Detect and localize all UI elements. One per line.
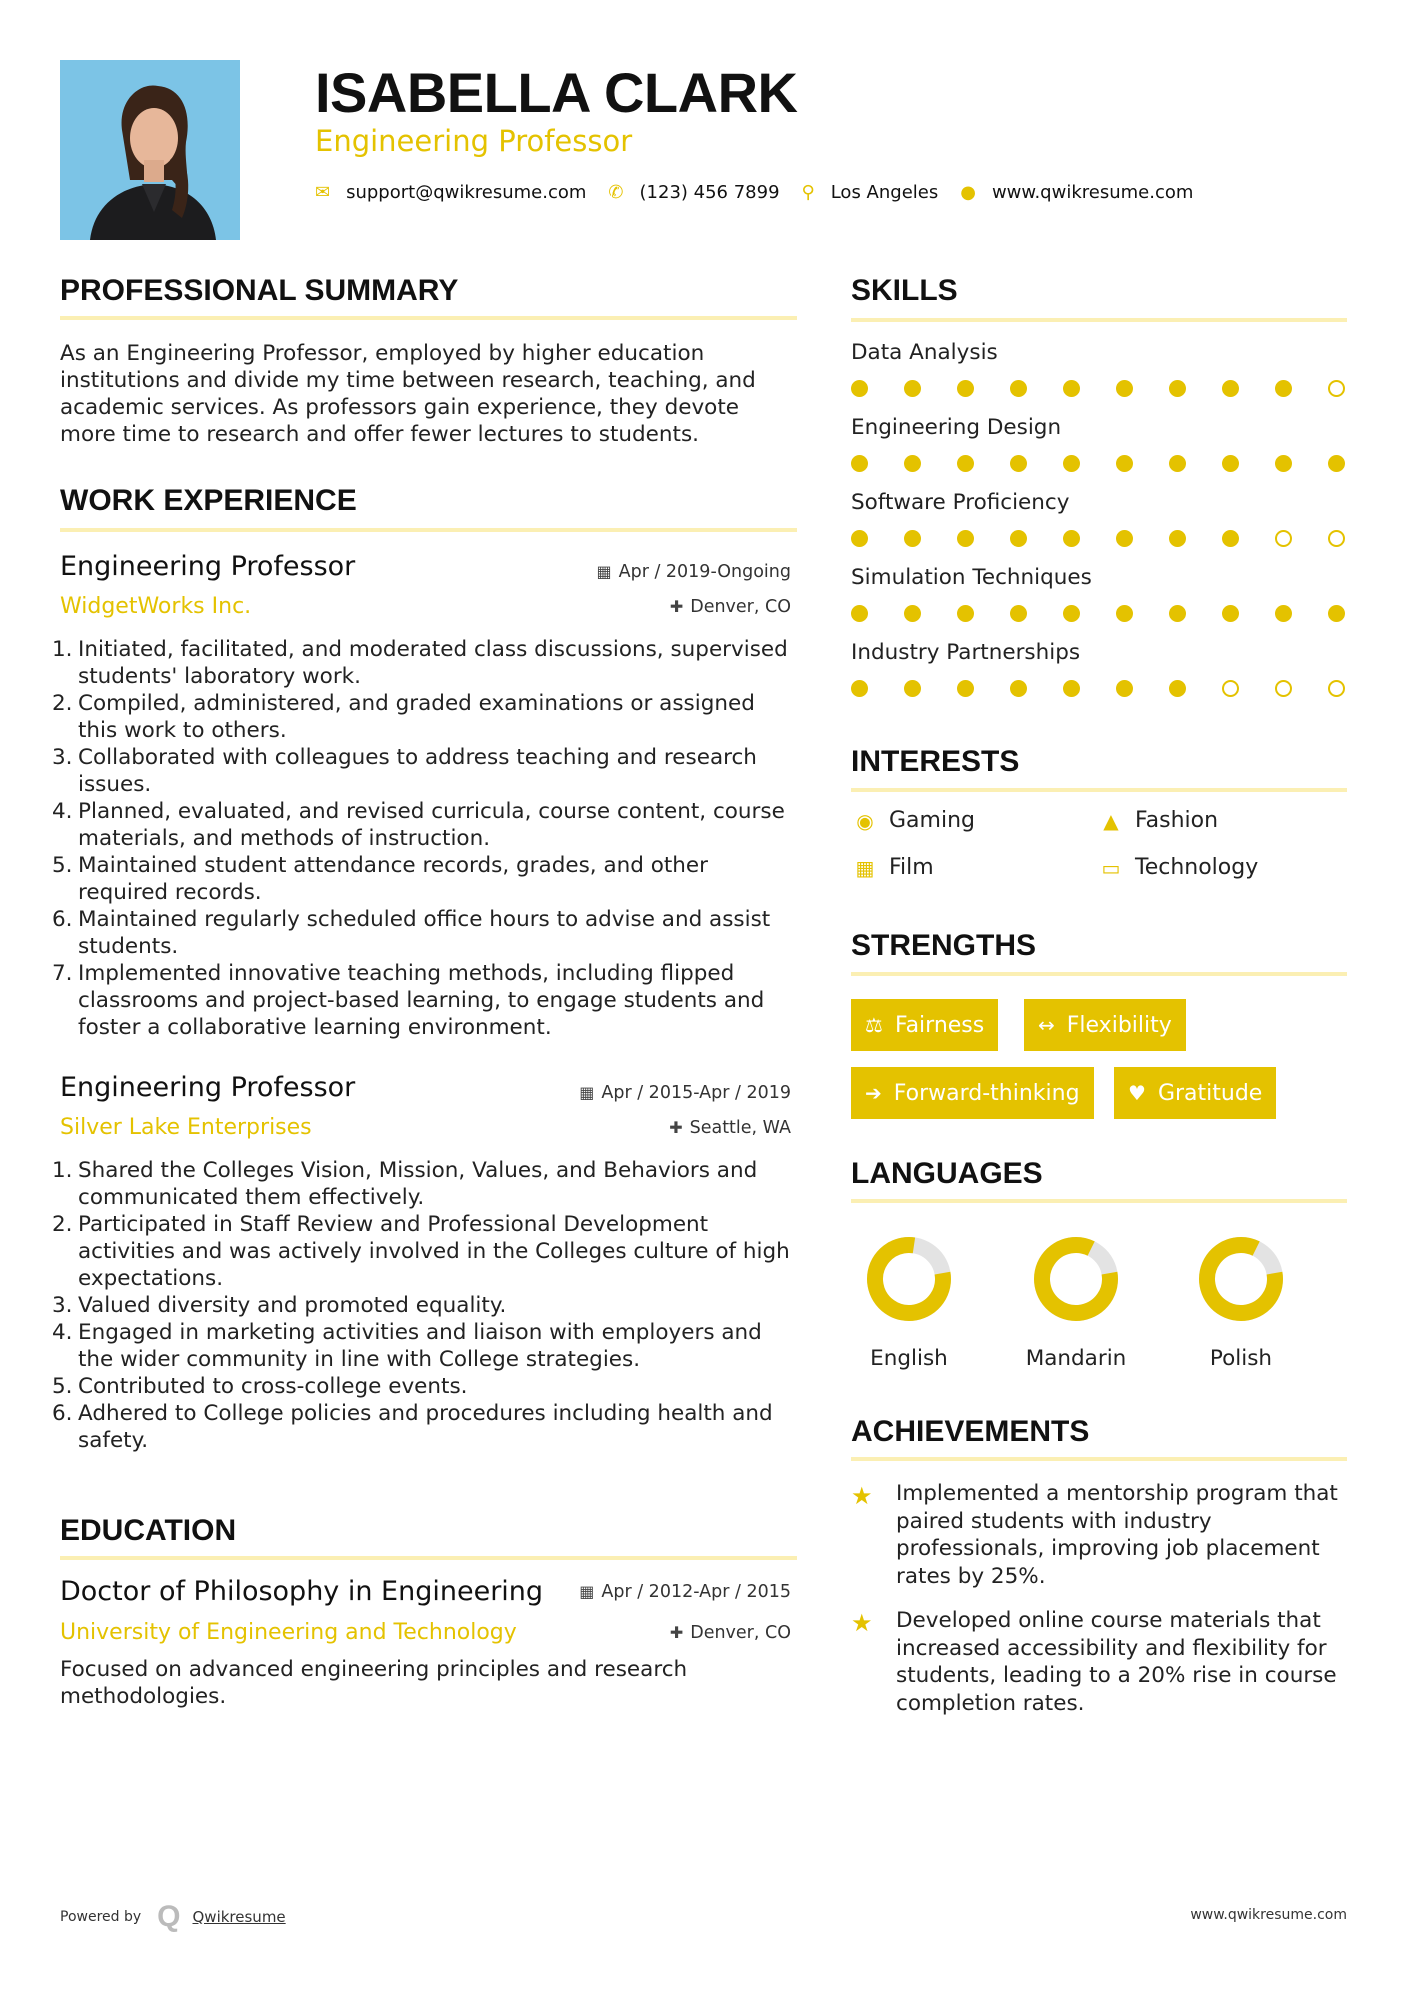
interest-item: ◉ Gaming <box>851 808 975 833</box>
rating-dot-filled <box>1169 680 1186 697</box>
job-title: Engineering Professor <box>60 1072 356 1103</box>
interests-heading: INTERESTS <box>851 745 1020 778</box>
list-item: 6. Maintained regularly scheduled office hours to advise and assist students. <box>52 907 771 959</box>
education-date-text: Apr / 2012-Apr / 2015 <box>601 1582 791 1602</box>
rating-dot-filled <box>1063 455 1080 472</box>
rating-dot-empty <box>1275 530 1292 547</box>
language-name: English <box>870 1346 948 1371</box>
achievements-heading: ACHIEVEMENTS <box>851 1415 1090 1448</box>
contact-email[interactable]: support@qwikresume.com <box>346 181 587 203</box>
summary-divider <box>60 316 797 320</box>
rating-dot-filled <box>1169 455 1186 472</box>
rating-dot-filled <box>1116 455 1133 472</box>
calendar-icon: ▦ <box>579 1582 595 1601</box>
candidate-title: Engineering Professor <box>315 124 633 158</box>
candidate-name: ISABELLA CLARK <box>315 61 798 124</box>
list-item: 5. Maintained student attendance records, grades, and other required records. <box>52 853 708 905</box>
job-location <box>670 597 791 617</box>
list-item: 4. Engaged in marketing activities and liaison with employers and the wider community in line with College strategies. <box>52 1320 762 1372</box>
brand-link[interactable]: Qwikresume <box>192 1908 286 1926</box>
interests-divider <box>851 788 1347 792</box>
list-item: 1. Shared the Colleges Vision, Mission, Values, and Behaviors and communicated them effectively. <box>52 1158 758 1210</box>
job-bullets <box>52 1157 797 1454</box>
rating-dot-filled <box>1222 605 1239 622</box>
rating-dot-filled <box>1010 380 1027 397</box>
footer-powered-by <box>60 1900 286 1934</box>
shopping-bag-icon: ▲ <box>1103 808 1119 833</box>
strength-badge: ⚖ Fairness <box>851 999 998 1051</box>
achievement-text: Developed online course materials that increased accessibility and flexibility for students, leading to a 20% rise in course completion rates. <box>896 1608 1337 1716</box>
profile-photo <box>60 60 240 240</box>
phone-icon: ✆ <box>608 181 624 203</box>
pushpin-icon: ✚ <box>669 1623 684 1642</box>
skill-rating <box>851 455 1347 475</box>
education-location <box>670 1623 791 1643</box>
job-location-text: Denver, CO <box>690 597 791 617</box>
calendar-icon: ▦ <box>596 562 612 581</box>
rating-dot-filled <box>1222 380 1239 397</box>
arrows-horizontal-icon: ↔ <box>1038 1013 1055 1037</box>
language-donut <box>1196 1234 1286 1324</box>
achievements-divider <box>851 1457 1347 1461</box>
list-item: 4. Planned, evaluated, and revised curricula, course content, course materials, and methods of instruction. <box>52 799 785 851</box>
rating-dot-filled <box>957 605 974 622</box>
education-location-text: Denver, CO <box>690 1623 791 1643</box>
skill-name: Simulation Techniques <box>851 565 1092 590</box>
job-location <box>669 1118 791 1138</box>
list-item: 1. Initiated, facilitated, and moderated class discussions, supervised students' laboratory work. <box>52 637 788 689</box>
language-name: Polish <box>1209 1346 1273 1371</box>
education-heading: EDUCATION <box>60 1514 237 1547</box>
job-date <box>579 1083 791 1103</box>
heart-icon: ♥ <box>1128 1081 1146 1105</box>
rating-dot-empty <box>1328 380 1345 397</box>
skill-rating <box>851 680 1347 700</box>
interest-item: ▭ Technology <box>1097 855 1258 880</box>
contact-bar <box>315 179 1215 205</box>
skill-name: Data Analysis <box>851 340 998 365</box>
rating-dot-filled <box>904 455 921 472</box>
job-bullets <box>52 636 797 1041</box>
job-company: Silver Lake Enterprises <box>60 1115 312 1140</box>
star-icon: ★ <box>851 1482 873 1510</box>
experience-heading: WORK EXPERIENCE <box>60 484 357 517</box>
rating-dot-filled <box>851 680 868 697</box>
rating-dot-filled <box>1275 455 1292 472</box>
rating-dot-filled <box>851 380 868 397</box>
rating-dot-filled <box>1063 680 1080 697</box>
strength-badge: ↔ Flexibility <box>1024 999 1186 1051</box>
skill-name: Engineering Design <box>851 415 1062 440</box>
rating-dot-filled <box>1169 380 1186 397</box>
rating-dot-filled <box>851 530 868 547</box>
languages-divider <box>851 1199 1347 1203</box>
language-item <box>1176 1234 1306 1371</box>
footer-url[interactable]: www.qwikresume.com <box>1190 1907 1347 1923</box>
globe-icon: ● <box>960 181 976 203</box>
rating-dot-filled <box>904 680 921 697</box>
list-item: 6. Adhered to College policies and procedures including health and safety. <box>52 1401 773 1453</box>
skill-rating <box>851 530 1347 550</box>
strengths-heading: STRENGTHS <box>851 929 1037 962</box>
strengths-divider <box>851 972 1347 976</box>
skill-name: Industry Partnerships <box>851 640 1081 665</box>
rating-dot-filled <box>904 380 921 397</box>
rating-dot-filled <box>1010 530 1027 547</box>
list-item: 2. Compiled, administered, and graded examinations or assigned this work to others. <box>52 691 755 743</box>
school-name: University of Engineering and Technology <box>60 1620 517 1645</box>
list-item: 5. Contributed to cross-college events. <box>52 1374 468 1399</box>
rating-dot-filled <box>957 680 974 697</box>
rating-dot-filled <box>1116 605 1133 622</box>
contact-location: Los Angeles <box>830 181 939 203</box>
degree-title: Doctor of Philosophy in Engineering <box>60 1576 544 1607</box>
rating-dot-filled <box>1328 605 1345 622</box>
rating-dot-filled <box>1116 380 1133 397</box>
strength-badge: ➔ Forward-thinking <box>851 1067 1094 1119</box>
interest-item: ▦ Film <box>851 855 934 880</box>
language-donut <box>1031 1234 1121 1324</box>
experience-divider <box>60 528 797 532</box>
rating-dot-filled <box>1063 530 1080 547</box>
rating-dot-filled <box>1222 455 1239 472</box>
strength-badge: ♥ Gratitude <box>1114 1067 1276 1119</box>
arrow-right-icon: ➔ <box>865 1081 882 1105</box>
rating-dot-filled <box>1010 680 1027 697</box>
rating-dot-filled <box>957 455 974 472</box>
calendar-icon: ▦ <box>579 1083 595 1102</box>
summary-text: As an Engineering Professor, employed by higher education institutions and divide my time between research, teaching, and academic services. As professors gain experience, they devote more time to research and offer fewer lectures to students. <box>60 341 756 447</box>
list-item: 3. Valued diversity and promoted equality. <box>52 1293 507 1318</box>
skill-rating <box>851 380 1347 400</box>
rating-dot-filled <box>904 605 921 622</box>
pushpin-icon: ✚ <box>669 597 684 616</box>
envelope-icon: ✉ <box>315 181 331 203</box>
rating-dot-filled <box>1010 605 1027 622</box>
job-location-text: Seattle, WA <box>689 1118 791 1138</box>
rating-dot-filled <box>1169 530 1186 547</box>
portrait-illustration <box>60 60 240 240</box>
rating-dot-filled <box>1063 605 1080 622</box>
job-date-text: Apr / 2015-Apr / 2019 <box>601 1083 791 1103</box>
language-donut <box>864 1234 954 1324</box>
skill-name: Software Proficiency <box>851 490 1070 515</box>
job-date <box>596 562 791 582</box>
rating-dot-filled <box>1010 455 1027 472</box>
rating-dot-filled <box>1222 530 1239 547</box>
powered-by-label: Powered by <box>60 1909 142 1925</box>
education-date <box>579 1582 791 1602</box>
interest-item: ▲ Fashion <box>1097 808 1218 833</box>
balance-scale-icon: ⚖ <box>865 1013 883 1037</box>
language-item <box>844 1234 974 1371</box>
rating-dot-filled <box>1116 530 1133 547</box>
map-pin-icon: ⚲ <box>801 181 815 203</box>
job-title: Engineering Professor <box>60 551 356 582</box>
rating-dot-filled <box>1275 380 1292 397</box>
gamepad-icon: ◉ <box>856 808 874 833</box>
rating-dot-filled <box>957 380 974 397</box>
education-description: Focused on advanced engineering principles and research methodologies. <box>60 1657 688 1709</box>
star-icon: ★ <box>851 1609 873 1637</box>
skill-rating <box>851 605 1347 625</box>
rating-dot-empty <box>1328 680 1345 697</box>
contact-website[interactable]: www.qwikresume.com <box>991 181 1194 203</box>
rating-dot-filled <box>957 530 974 547</box>
languages-heading: LANGUAGES <box>851 1157 1043 1190</box>
job-date-text: Apr / 2019-Ongoing <box>618 562 791 582</box>
contact-phone[interactable]: (123) 456 7899 <box>639 181 780 203</box>
list-item: 7. Implemented innovative teaching methods, including flipped classrooms and project-based learning, to engage students and foster a collaborative learning environment. <box>52 961 765 1040</box>
summary-heading: PROFESSIONAL SUMMARY <box>60 274 459 307</box>
rating-dot-filled <box>1169 605 1186 622</box>
education-divider <box>60 1556 797 1560</box>
rating-dot-filled <box>1063 380 1080 397</box>
list-item: 2. Participated in Staff Review and Professional Development activities and was actively involved in the Colleges culture of high expectations. <box>52 1212 790 1291</box>
qwikresume-logo-icon: Q <box>157 1900 181 1933</box>
rating-dot-empty <box>1222 680 1239 697</box>
pushpin-icon: ✚ <box>669 1118 683 1137</box>
film-icon: ▦ <box>855 855 875 880</box>
language-name: Mandarin <box>1025 1346 1127 1371</box>
rating-dot-filled <box>1275 605 1292 622</box>
achievement-text: Implemented a mentorship program that paired students with industry professionals, improving job placement rates by 25%. <box>896 1481 1338 1589</box>
job-company: WidgetWorks Inc. <box>60 594 252 619</box>
rating-dot-filled <box>1328 455 1345 472</box>
rating-dot-filled <box>851 605 868 622</box>
rating-dot-empty <box>1328 530 1345 547</box>
skills-heading: SKILLS <box>851 274 958 307</box>
skills-divider <box>851 318 1347 322</box>
language-item <box>1011 1234 1141 1371</box>
laptop-icon: ▭ <box>1101 855 1121 880</box>
rating-dot-empty <box>1275 680 1292 697</box>
list-item: 3. Collaborated with colleagues to address teaching and research issues. <box>52 745 757 797</box>
rating-dot-filled <box>851 455 868 472</box>
rating-dot-filled <box>1116 680 1133 697</box>
rating-dot-filled <box>904 530 921 547</box>
